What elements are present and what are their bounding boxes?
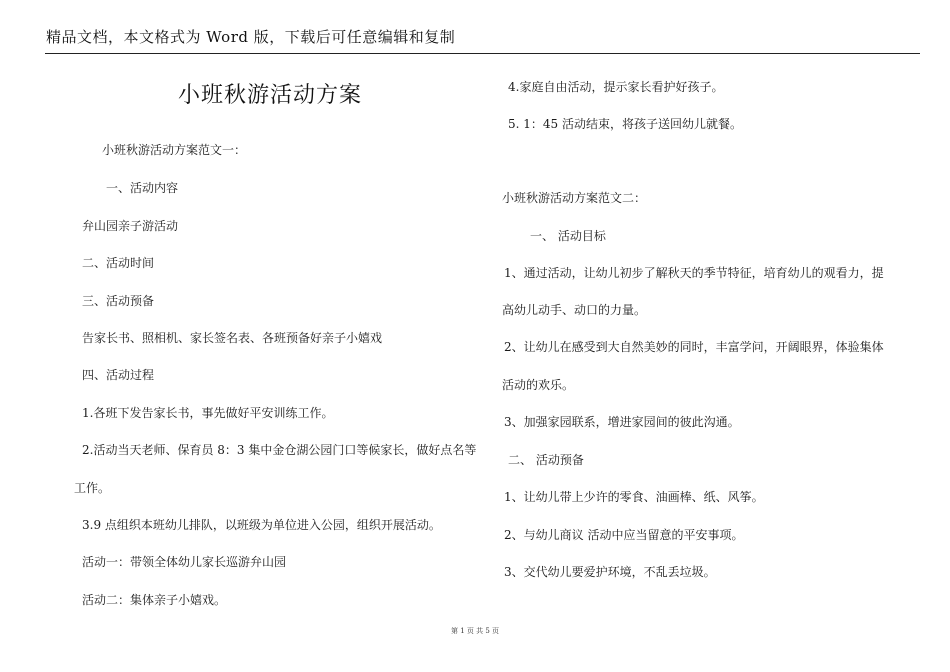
right-line: 3、加强家园联系，增进家园间的彼此沟通。 <box>504 415 740 429</box>
left-line: 小班秋游活动方案范文一： <box>102 143 247 157</box>
document-header: 精品文档，本文格式为 Word 版，下载后可任意编辑和复制 <box>46 28 456 46</box>
right-line: 小班秋游活动方案范文二： <box>502 191 647 205</box>
right-line: 2、让幼儿在感受到大自然美妙的同时，丰富学问，开阔眼界，体验集体 <box>504 340 884 354</box>
right-line: 4.家庭自由活动，提示家长看护好孩子。 <box>508 80 724 94</box>
left-line: 三、活动预备 <box>82 294 155 308</box>
right-line: 高幼儿动手、动口的力量。 <box>502 303 647 317</box>
document-title: 小班秋游活动方案 <box>178 83 363 108</box>
left-line: 四、活动过程 <box>82 368 155 382</box>
page-number: 第 1 页 共 5 页 <box>450 627 500 635</box>
right-line: 1、让幼儿带上少许的零食、油画棒、纸、风筝。 <box>504 490 764 504</box>
left-line: 弁山园亲子游活动 <box>82 219 179 233</box>
left-line: 二、活动时间 <box>82 256 155 270</box>
header-divider <box>45 53 920 54</box>
left-line: 活动二：集体亲子小嬉戏。 <box>82 593 227 607</box>
right-line: 5. 1：45 活动结束，将孩子送回幼儿就餐。 <box>508 117 742 131</box>
left-line: 活动一：带领全体幼儿家长巡游弁山园 <box>82 555 287 569</box>
left-line: 告家长书、照相机、家长签名表、各班预备好亲子小嬉戏 <box>82 331 383 345</box>
right-line: 一、 活动目标 <box>530 229 606 243</box>
left-line: 2.活动当天老师、保育员 8：3 集中金仓湖公园门口等候家长，做好点名等 <box>82 443 477 457</box>
left-line: 工作。 <box>74 481 111 495</box>
right-line: 二、 活动预备 <box>508 453 584 467</box>
right-line: 3、交代幼儿要爱护环境，不乱丢垃圾。 <box>504 565 716 579</box>
left-line: 3.9 点组织本班幼儿排队，以班级为单位进入公园，组织开展活动。 <box>82 518 441 532</box>
right-line: 活动的欢乐。 <box>502 378 575 392</box>
right-line: 2、与幼儿商议 活动中应当留意的平安事项。 <box>504 528 744 542</box>
right-line: 1、通过活动，让幼儿初步了解秋天的季节特征，培育幼儿的观看力，提 <box>504 266 884 280</box>
left-line: 一、活动内容 <box>106 181 179 195</box>
left-line: 1.各班下发告家长书，事先做好平安训练工作。 <box>82 406 334 420</box>
